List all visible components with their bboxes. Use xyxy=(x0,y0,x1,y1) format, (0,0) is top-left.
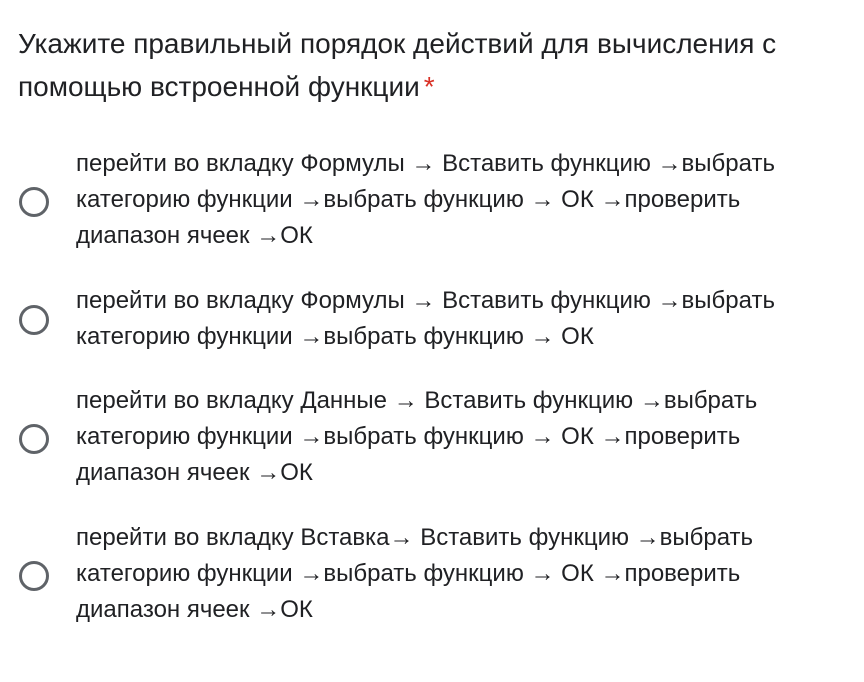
option-2-line-2: категорию функции →выбрать функцию → ОК xyxy=(76,323,594,350)
question-title xyxy=(18,22,848,108)
option-label-4 xyxy=(76,520,852,628)
answer-option-4[interactable] xyxy=(0,520,864,630)
radio-button-3[interactable] xyxy=(19,424,49,454)
required-asterisk: * xyxy=(423,71,435,102)
answer-option-2[interactable] xyxy=(0,283,864,357)
option-1-line-3: диапазон ячеек →ОК xyxy=(76,222,313,249)
option-1-line-2: категорию функции →выбрать функцию → ОК →проверить xyxy=(76,186,741,213)
option-4-line-1: перейти во вкладку Вставка→ Вставить функцию →выбрать xyxy=(76,524,754,551)
radio-button-4[interactable] xyxy=(19,561,49,591)
option-3-line-1: перейти во вкладку Данные → Вставить функцию →выбрать xyxy=(76,387,758,414)
option-4-line-2: категорию функции →выбрать функцию → ОК →проверить xyxy=(76,560,741,587)
option-label-1 xyxy=(76,146,852,254)
radio-button-1[interactable] xyxy=(19,187,49,217)
option-4-line-3: диапазон ячеек →ОК xyxy=(76,596,313,623)
option-label-3 xyxy=(76,383,852,491)
answer-option-1[interactable] xyxy=(0,146,864,256)
option-3-line-3: диапазон ячеек →ОК xyxy=(76,459,313,486)
option-3-line-2: категорию функции →выбрать функцию → ОК →проверить xyxy=(76,423,741,450)
radio-button-2[interactable] xyxy=(19,305,49,335)
option-label-2 xyxy=(76,283,852,355)
answer-option-3[interactable] xyxy=(0,383,864,493)
option-2-line-1: перейти во вкладку Формулы → Вставить функцию →выбрать xyxy=(76,287,775,314)
option-1-line-1: перейти во вкладку Формулы → Вставить функцию →выбрать xyxy=(76,150,775,177)
question-text: Укажите правильный порядок действий для вычисления с помощью встроенной функции xyxy=(18,28,777,102)
